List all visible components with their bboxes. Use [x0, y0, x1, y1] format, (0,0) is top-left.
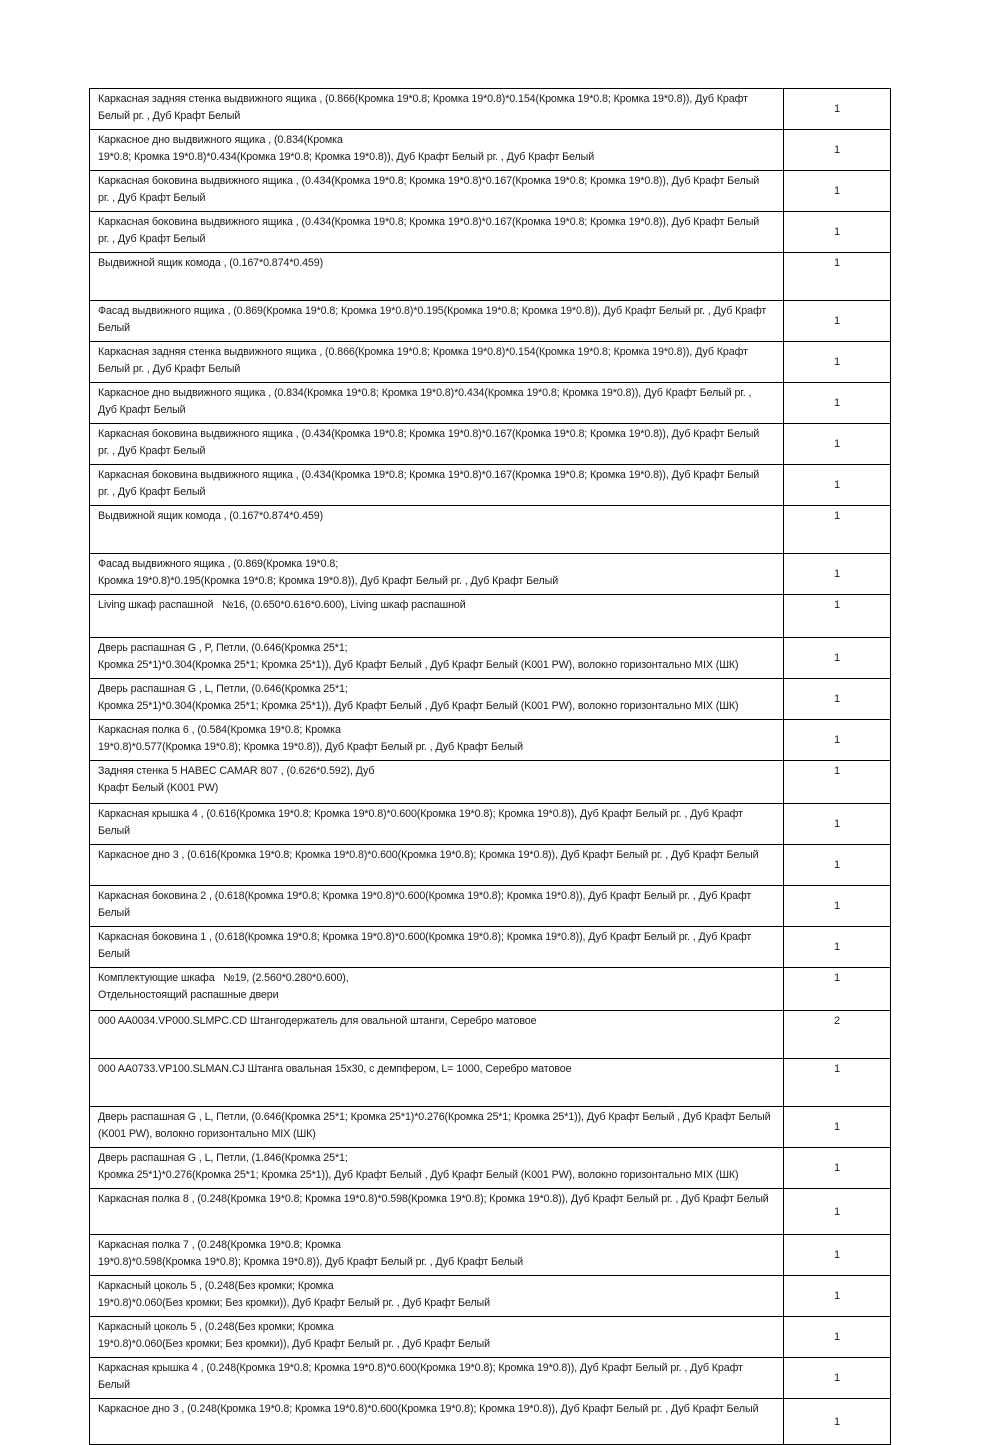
description-line: Фасад выдвижного ящика , (0.869(Кромка 19*0.8; Кромка 19*0.8)*0.195(Кромка 19*0.8; Кромка 19*0.8)), Дуб Крафт Белый рг. , Дуб Крафт [98, 305, 767, 317]
description-line: Каркасная полка 8 , (0.248(Кромка 19*0.8; Кромка 19*0.8)*0.598(Кромка 19*0.8); Кромка 19*0.8)), Дуб Крафт Белый рг. , Дуб Крафт Белый [98, 1193, 769, 1205]
description-line: Белый рг. , Дуб Крафт Белый [98, 110, 241, 122]
description-line: рг. , Дуб Крафт Белый [98, 192, 206, 204]
description-line: Дверь распашная G , L, Петли, (0.646(Кромка 25*1; [98, 683, 348, 695]
description-line: Каркасная боковина выдвижного ящика , (0.434(Кромка 19*0.8; Кромка 19*0.8)*0.167(Кромка 19*0.8; Кромка 19*0.8)), Дуб Крафт Белый [98, 216, 760, 228]
table-row [90, 424, 891, 465]
table-row [90, 1148, 891, 1189]
description-line: 000 AA0733.VP100.SLMAN.CJ Штанга овальная 15x30, с демпфером, L= 1000, Серебро матовое [98, 1063, 572, 1075]
description-line: Каркасное дно выдвижного ящика , (0.834(Кромка [98, 134, 343, 146]
item-description [90, 171, 784, 212]
description-line: Каркасная задняя стенка выдвижного ящика , (0.866(Кромка 19*0.8; Кромка 19*0.8)*0.154(Кромка 19*0.8; Кромка 19*0.8)), Дуб Крафт [98, 346, 748, 358]
description-line: Фасад выдвижного ящика , (0.869(Кромка 19*0.8; [98, 558, 339, 570]
table-row [90, 927, 891, 968]
item-quantity: 1 [784, 253, 891, 301]
item-description [90, 465, 784, 506]
item-description [90, 89, 784, 130]
description-line: Каркасная задняя стенка выдвижного ящика , (0.866(Кромка 19*0.8; Кромка 19*0.8)*0.154(Кромка 19*0.8; Кромка 19*0.8)), Дуб Крафт [98, 93, 748, 105]
table-row [90, 301, 891, 342]
description-line: Кромка 25*1)*0.304(Кромка 25*1; Кромка 25*1)), Дуб Крафт Белый , Дуб Крафт Белый (K001 PW), волокно горизонтально MIX (ШК) [98, 659, 739, 671]
description-line: Комплектующие шкафа №19, (2.560*0.280*0.600), [98, 972, 349, 984]
description-line: Каркасная боковина 1 , (0.618(Кромка 19*0.8; Кромка 19*0.8)*0.600(Кромка 19*0.8); Кромка 19*0.8)), Дуб Крафт Белый рг. , Дуб Крафт [98, 931, 752, 943]
item-quantity: 1 [784, 595, 891, 638]
table-row [90, 1107, 891, 1148]
item-description [90, 845, 784, 886]
table-row [90, 804, 891, 845]
description-line: 19*0.8)*0.598(Кромка 19*0.8); Кромка 19*0.8)), Дуб Крафт Белый рг. , Дуб Крафт Белый [98, 1256, 523, 1268]
description-line: Living шкаф распашной №16, (0.650*0.616*0.600), Living шкаф распашной [98, 599, 466, 611]
item-description [90, 968, 784, 1011]
item-quantity: 1 [784, 89, 891, 130]
item-description [90, 301, 784, 342]
table-row [90, 506, 891, 554]
item-quantity: 1 [784, 342, 891, 383]
item-quantity: 1 [784, 1276, 891, 1317]
description-line: рг. , Дуб Крафт Белый [98, 445, 206, 457]
table-row [90, 1235, 891, 1276]
item-description [90, 1059, 784, 1107]
description-line: Белый [98, 825, 130, 837]
item-description [90, 383, 784, 424]
description-line: рг. , Дуб Крафт Белый [98, 486, 206, 498]
description-line: Каркасная крышка 4 , (0.248(Кромка 19*0.8; Кромка 19*0.8)*0.600(Кромка 19*0.8); Кромка 19*0.8)), Дуб Крафт Белый рг. , Дуб Крафт [98, 1362, 743, 1374]
description-line: 19*0.8)*0.060(Без кромки; Без кромки)), Дуб Крафт Белый рг. , Дуб Крафт Белый [98, 1297, 491, 1309]
description-line: Каркасный цоколь 5 , (0.248(Без кромки; Кромка [98, 1321, 334, 1333]
item-quantity: 1 [784, 761, 891, 804]
description-line: Каркасное дно выдвижного ящика , (0.834(Кромка 19*0.8; Кромка 19*0.8)*0.434(Кромка 19*0.8; Кромка 19*0.8)), Дуб Крафт Белый рг. , [98, 387, 752, 399]
item-description [90, 424, 784, 465]
description-line: Белый [98, 1379, 130, 1391]
item-quantity: 1 [784, 465, 891, 506]
description-line: Каркасная полка 6 , (0.584(Кромка 19*0.8; Кромка [98, 724, 341, 736]
specification-table [89, 88, 891, 1445]
description-line: Каркасная боковина выдвижного ящика , (0.434(Кромка 19*0.8; Кромка 19*0.8)*0.167(Кромка 19*0.8; Кромка 19*0.8)), Дуб Крафт Белый [98, 175, 760, 187]
table-row [90, 342, 891, 383]
description-line: Каркасная боковина выдвижного ящика , (0.434(Кромка 19*0.8; Кромка 19*0.8)*0.167(Кромка 19*0.8; Кромка 19*0.8)), Дуб Крафт Белый [98, 428, 760, 440]
table-row [90, 89, 891, 130]
item-description [90, 638, 784, 679]
table-row [90, 845, 891, 886]
item-description [90, 761, 784, 804]
description-line: (K001 PW), волокно горизонтально MIX (ШК) [98, 1128, 316, 1140]
item-description [90, 1189, 784, 1235]
table-row [90, 968, 891, 1011]
description-line: Дверь распашная G , L, Петли, (1.846(Кромка 25*1; [98, 1152, 348, 1164]
item-description [90, 506, 784, 554]
item-description [90, 1358, 784, 1399]
description-line: Отдельностоящий распашные двери [98, 989, 279, 1001]
item-description [90, 1107, 784, 1148]
description-line: Дверь распашная G , L, Петли, (0.646(Кромка 25*1; Кромка 25*1)*0.276(Кромка 25*1; Кромка 25*1)), Дуб Крафт Белый , Дуб Крафт Белый [98, 1111, 771, 1123]
item-quantity: 1 [784, 171, 891, 212]
description-line: Кромка 25*1)*0.304(Кромка 25*1; Кромка 25*1)), Дуб Крафт Белый , Дуб Крафт Белый (K001 PW), волокно горизонтально MIX (ШК) [98, 700, 739, 712]
item-quantity: 1 [784, 1317, 891, 1358]
item-description [90, 1148, 784, 1189]
description-line: Каркасная боковина 2 , (0.618(Кромка 19*0.8; Кромка 19*0.8)*0.600(Кромка 19*0.8); Кромка 19*0.8)), Дуб Крафт Белый рг. , Дуб Крафт [98, 890, 752, 902]
item-quantity: 1 [784, 554, 891, 595]
item-quantity: 2 [784, 1011, 891, 1059]
description-line: Задняя стенка 5 НАВЕС CAMAR 807 , (0.626*0.592), Дуб [98, 765, 375, 777]
item-quantity: 1 [784, 720, 891, 761]
item-quantity: 1 [784, 1107, 891, 1148]
table-row [90, 465, 891, 506]
item-quantity: 1 [784, 927, 891, 968]
item-quantity: 1 [784, 424, 891, 465]
item-description [90, 1399, 784, 1445]
item-quantity: 1 [784, 1235, 891, 1276]
item-description [90, 1276, 784, 1317]
description-line: Каркасная боковина выдвижного ящика , (0.434(Кромка 19*0.8; Кромка 19*0.8)*0.167(Кромка 19*0.8; Кромка 19*0.8)), Дуб Крафт Белый [98, 469, 760, 481]
description-line: Каркасный цоколь 5 , (0.248(Без кромки; Кромка [98, 1280, 334, 1292]
table-row [90, 886, 891, 927]
item-description [90, 554, 784, 595]
table-row [90, 383, 891, 424]
item-description [90, 212, 784, 253]
item-description [90, 342, 784, 383]
table-row [90, 1317, 891, 1358]
table-row [90, 1011, 891, 1059]
item-quantity: 1 [784, 1358, 891, 1399]
description-line: Выдвижной ящик комода , (0.167*0.874*0.459) [98, 510, 324, 522]
table-row [90, 1358, 891, 1399]
description-line: Каркасная крышка 4 , (0.616(Кромка 19*0.8; Кромка 19*0.8)*0.600(Кромка 19*0.8); Кромка 19*0.8)), Дуб Крафт Белый рг. , Дуб Крафт [98, 808, 743, 820]
description-line: Кромка 19*0.8)*0.195(Кромка 19*0.8; Кромка 19*0.8)), Дуб Крафт Белый рг. , Дуб Крафт Белый [98, 575, 559, 587]
item-quantity: 1 [784, 804, 891, 845]
item-quantity: 1 [784, 968, 891, 1011]
description-line: Кромка 25*1)*0.276(Кромка 25*1; Кромка 25*1)), Дуб Крафт Белый , Дуб Крафт Белый (K001 PW), волокно горизонтально MIX (ШК) [98, 1169, 739, 1181]
table-row [90, 1276, 891, 1317]
description-line: Каркасное дно 3 , (0.248(Кромка 19*0.8; Кромка 19*0.8)*0.600(Кромка 19*0.8); Кромка 19*0.8)), Дуб Крафт Белый рг. , Дуб Крафт Белый [98, 1403, 759, 1415]
item-description [90, 804, 784, 845]
description-line: 19*0.8; Кромка 19*0.8)*0.434(Кромка 19*0.8; Кромка 19*0.8)), Дуб Крафт Белый рг. , Дуб Крафт Белый [98, 151, 595, 163]
table-row [90, 212, 891, 253]
description-line: Дуб Крафт Белый [98, 404, 186, 416]
description-line: 000 AA0034.VP000.SLMPC.CD Штангодержатель для овальной штанги, Серебро матовое [98, 1015, 537, 1027]
item-quantity: 1 [784, 1148, 891, 1189]
table-row [90, 595, 891, 638]
table-row [90, 761, 891, 804]
item-description [90, 720, 784, 761]
table-row [90, 1059, 891, 1107]
item-quantity: 1 [784, 383, 891, 424]
description-line: Дверь распашная G , P, Петли, (0.646(Кромка 25*1; [98, 642, 348, 654]
description-line: Крафт Белый (K001 PW) [98, 782, 219, 794]
item-quantity: 1 [784, 506, 891, 554]
item-quantity: 1 [784, 886, 891, 927]
item-description [90, 130, 784, 171]
description-line: Белый рг. , Дуб Крафт Белый [98, 363, 241, 375]
item-quantity: 1 [784, 638, 891, 679]
item-quantity: 1 [784, 130, 891, 171]
item-description [90, 1317, 784, 1358]
table-row [90, 554, 891, 595]
table-row [90, 253, 891, 301]
item-description [90, 886, 784, 927]
description-line: Белый [98, 322, 130, 334]
description-line: 19*0.8)*0.060(Без кромки; Без кромки)), Дуб Крафт Белый рг. , Дуб Крафт Белый [98, 1338, 491, 1350]
description-line: Каркасная полка 7 , (0.248(Кромка 19*0.8; Кромка [98, 1239, 341, 1251]
description-line: 19*0.8)*0.577(Кромка 19*0.8); Кромка 19*0.8)), Дуб Крафт Белый рг. , Дуб Крафт Белый [98, 741, 523, 753]
description-line: Белый [98, 907, 130, 919]
description-line: Белый [98, 948, 130, 960]
table-row [90, 130, 891, 171]
item-quantity: 1 [784, 845, 891, 886]
table-body [90, 89, 891, 1445]
item-description [90, 1235, 784, 1276]
item-description [90, 253, 784, 301]
description-line: рг. , Дуб Крафт Белый [98, 233, 206, 245]
description-line: Каркасное дно 3 , (0.616(Кромка 19*0.8; Кромка 19*0.8)*0.600(Кромка 19*0.8); Кромка 19*0.8)), Дуб Крафт Белый рг. , Дуб Крафт Белый [98, 849, 759, 861]
item-quantity: 1 [784, 679, 891, 720]
item-quantity: 1 [784, 1059, 891, 1107]
item-quantity: 1 [784, 1189, 891, 1235]
item-quantity: 1 [784, 212, 891, 253]
item-description [90, 1011, 784, 1059]
table-row [90, 679, 891, 720]
table-row [90, 638, 891, 679]
item-description [90, 679, 784, 720]
description-line: Выдвижной ящик комода , (0.167*0.874*0.459) [98, 257, 324, 269]
item-description [90, 927, 784, 968]
table-row [90, 720, 891, 761]
table-row [90, 171, 891, 212]
table-row [90, 1189, 891, 1235]
item-description [90, 595, 784, 638]
table-row [90, 1399, 891, 1445]
item-quantity: 1 [784, 1399, 891, 1445]
item-quantity: 1 [784, 301, 891, 342]
